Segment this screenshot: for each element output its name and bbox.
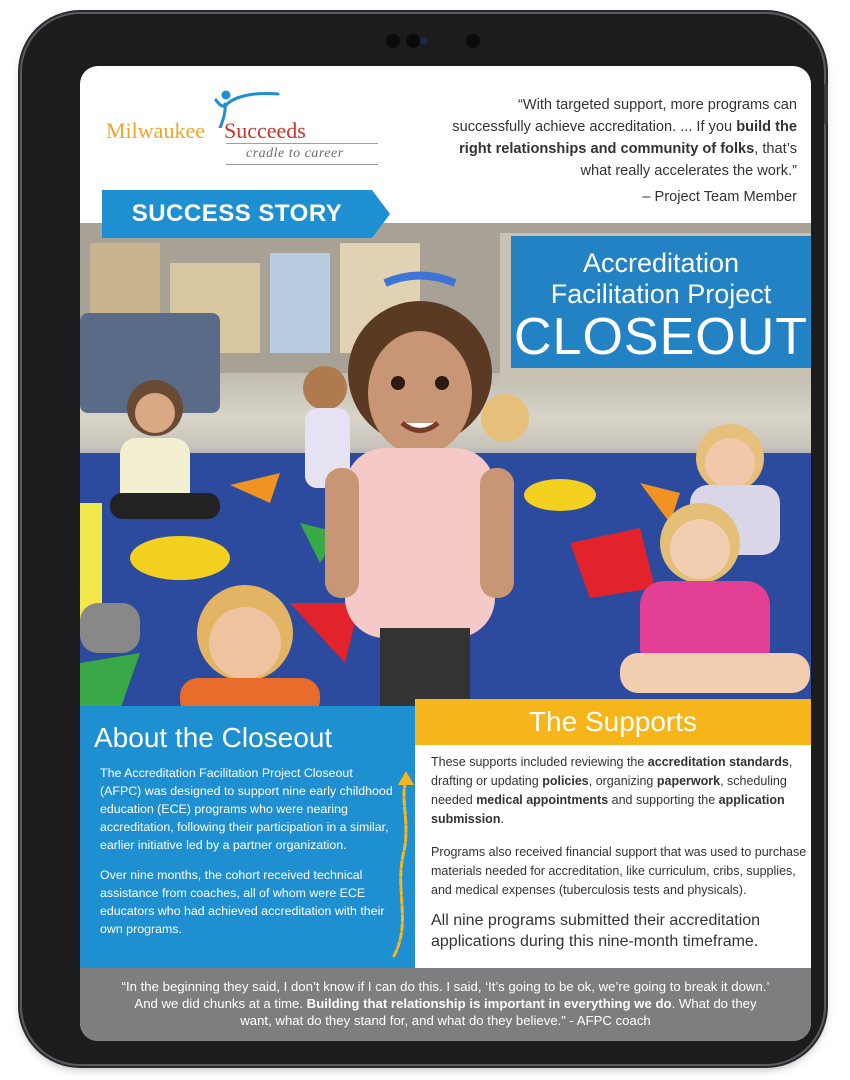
milwaukee-succeeds-logo — [106, 88, 386, 168]
coach-quote-text-2: . What do they want, what do they stand for, and what do they believe.” - AFPC coach — [240, 996, 757, 1028]
supports-heading: The Supports — [528, 706, 698, 737]
coach-quote-footer — [80, 968, 811, 1041]
supports-text: These supports included reviewing the — [431, 755, 648, 769]
supports-keyword: paperwork — [656, 774, 721, 788]
title-line-2: Facilitation Project — [550, 279, 772, 309]
about-section — [80, 706, 415, 968]
coach-quote-bold: Building that relationship is important in everything we do — [306, 996, 672, 1011]
title-line-1: Accreditation — [582, 248, 740, 278]
supports-heading-bar — [415, 699, 811, 745]
logo-text-milwaukee: Milwaukee — [106, 118, 205, 143]
screen — [80, 66, 811, 1041]
logo-text-succeeds: Succeeds — [224, 118, 306, 143]
logo-rule-bottom — [226, 164, 378, 165]
header-quote-text-2: , that’s what really accelerates the work.” — [580, 141, 797, 179]
supports-keyword: medical appointments — [476, 793, 609, 807]
supports-text: , drafting or updating — [431, 755, 793, 788]
curved-arrow-icon — [386, 771, 422, 961]
about-heading: About the Closeout — [94, 722, 333, 753]
success-story-label: SUCCESS STORY — [131, 200, 343, 227]
logo-tagline: cradle to career — [246, 146, 344, 161]
supports-keyword: accreditation standards — [647, 755, 789, 769]
power-button — [824, 84, 828, 124]
tablet-frame — [22, 14, 824, 1064]
supports-text: and supporting the — [608, 793, 719, 807]
project-title-box — [511, 236, 811, 368]
supports-keyword: application submission — [431, 793, 785, 826]
about-paragraph-2: Over nine months, the cohort received technical assistance from coaches, all of whom were ECE educators who had achieved accreditation with their own programs. — [100, 868, 385, 936]
logo-rule-top — [226, 143, 378, 144]
banner-fold — [372, 190, 390, 238]
header-quote-bold: build the right relationships and community of folks — [459, 119, 797, 157]
success-story-banner — [102, 190, 372, 238]
supports-paragraph-3: All nine programs submitted their accreditation applications during this nine-month timeframe. — [431, 912, 761, 950]
front-camera — [362, 34, 492, 48]
header-quote — [437, 94, 797, 208]
header-quote-text-1: “With targeted support, more programs can successfully achieve accreditation. ... If you — [452, 97, 797, 135]
supports-keyword: policies — [542, 774, 589, 788]
supports-text: , scheduling needed — [431, 774, 787, 807]
coach-quote-text-1: “In the beginning they said, I don’t know if I can do this. I said, ‘It’s going to be ok, we’re going to break it down.’ And we did chunks at a time. — [121, 979, 770, 1011]
supports-paragraph-2: Programs also received financial support that was used to purchase materials needed for accreditation, like curriculum, cribs, supplies, and medical expenses (tuberculosis tests and physicals). — [431, 845, 807, 897]
header-quote-attribution: – Project Team Member — [642, 189, 797, 205]
supports-paragraph-1 — [431, 753, 809, 829]
title-line-3: CLOSEOUT — [513, 308, 809, 366]
supports-text: . — [500, 812, 504, 826]
about-paragraph-1: The Accreditation Facilitation Project Closeout (AFPC) was designed to support nine early childhood education (ECE) programs who were nearing accreditation, following their participation in a similar, earlier initiative led by a partner organization. — [100, 766, 393, 852]
supports-text: , organizing — [588, 774, 657, 788]
supports-section — [415, 745, 811, 968]
